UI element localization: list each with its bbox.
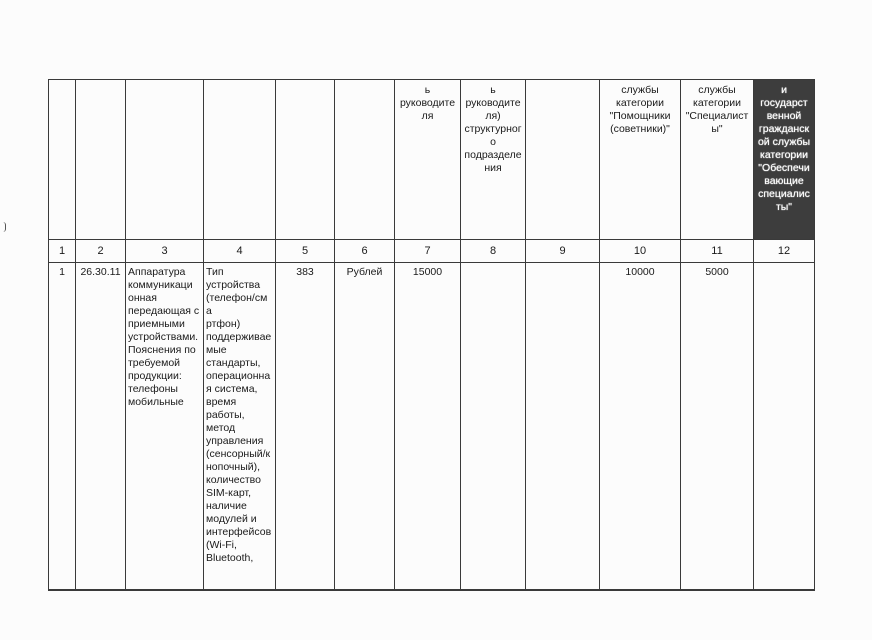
column-number: 7 [395,240,461,263]
unit-name: Рублей [335,263,395,591]
column-number: 4 [204,240,276,263]
header-row [49,80,815,240]
value-col-7: 15000 [395,263,461,591]
header-cell-2 [76,80,126,240]
requirements-table [48,79,815,591]
header-cell-3 [126,80,204,240]
value-col-11: 5000 [681,263,754,591]
table-row [49,263,815,591]
column-number: 8 [461,240,526,263]
value-col-10: 10000 [600,263,681,591]
header-cell-1 [49,80,76,240]
header-cell-7: ь руководите ля [395,80,461,240]
column-number: 12 [754,240,815,263]
header-cell-6 [335,80,395,240]
header-cell-9 [526,80,600,240]
column-number: 10 [600,240,681,263]
okei-code: 383 [276,263,335,591]
column-number: 2 [76,240,126,263]
product-name: Аппаратура коммуникаци онная передающая с приемными устройствами. Пояснения по требуемой продукции: телефоны мобильные [126,263,204,591]
header-cell-5 [276,80,335,240]
column-number: 6 [335,240,395,263]
value-col-12 [754,263,815,591]
header-cell-11: службы категории "Специалист ы" [681,80,754,240]
margin-mark [3,222,6,232]
header-cell-10: службы категории "Помощники (советники)" [600,80,681,240]
product-characteristics: Тип устройства (телефон/сма ртфон) поддерживае мые стандарты, операционна я система, время работы, метод управления (сенсорный/к нопочный), количество SIM-карт, наличие модулей и интерфейсов (Wi-Fi, Bluetooth, [204,263,276,591]
column-number: 11 [681,240,754,263]
okpd-code: 26.30.11 [76,263,126,591]
value-col-9 [526,263,600,591]
header-cell-8: ь руководите ля) структурног о подразделе ния [461,80,526,240]
column-number: 9 [526,240,600,263]
row-number: 1 [49,263,76,591]
value-col-8 [461,263,526,591]
header-cell-4 [204,80,276,240]
column-number-row [49,240,815,263]
table-bottom-border [48,589,814,590]
column-number: 5 [276,240,335,263]
header-cell-12: и государст венной гражданск ой службы категории "Обеспечи вающие специалис ты" [754,80,815,240]
column-number: 3 [126,240,204,263]
column-number: 1 [49,240,76,263]
